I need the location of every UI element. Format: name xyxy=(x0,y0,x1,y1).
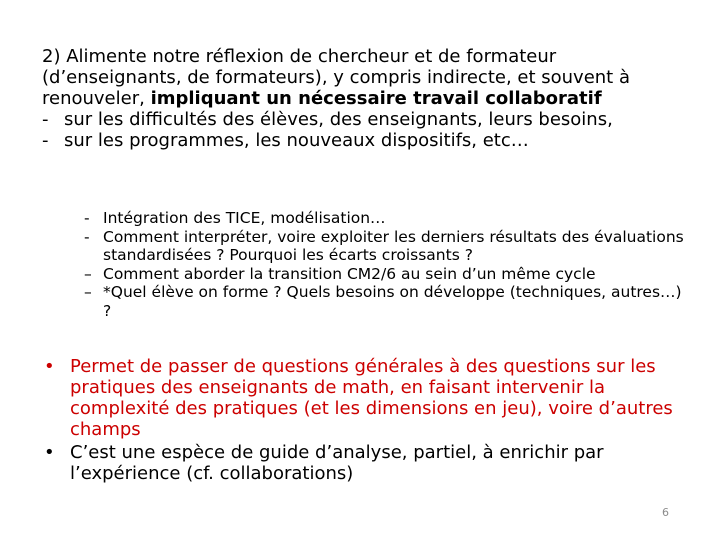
sub-item-text: *Quel élève on forme ? Quels besoins on développe (techniques, autres…) ? xyxy=(103,283,682,320)
sub-item xyxy=(84,209,684,228)
sub-marker: – xyxy=(84,264,92,283)
sub-list xyxy=(84,209,684,320)
dash-item xyxy=(42,130,682,151)
sub-marker: – xyxy=(84,283,92,301)
sub-item xyxy=(84,283,684,320)
sub-item-text: Comment aborder la transition CM2/6 au sein d’un même cycle xyxy=(103,264,596,283)
sub-item-text: Intégration des TICE, modélisation… xyxy=(103,209,386,227)
bullet-item xyxy=(44,442,684,484)
sub-marker: - xyxy=(84,209,90,227)
dash-list xyxy=(42,109,682,151)
dash-marker: - xyxy=(42,130,49,151)
intro-text: 2) Alimente notre réflexion de chercheur et de formateur (d’enseignants, de formateurs), y compris indirecte, et souvent à renouveler, xyxy=(42,46,630,109)
intro-block xyxy=(42,46,682,151)
sub-item xyxy=(84,228,684,265)
sub-item xyxy=(84,265,684,284)
bullet-marker: • xyxy=(44,356,55,377)
dash-item-text: sur les programmes, les nouveaux dispositifs, etc… xyxy=(64,130,529,151)
dash-item xyxy=(42,109,682,130)
bullet-item-text: Permet de passer de questions générales à des questions sur les pratiques des enseignants de math, en faisant intervenir la complexité des pratiques (et les dimensions en jeu), voire d’autres champs xyxy=(70,356,673,440)
intro-bold-text: impliquant un nécessaire travail collaboratif xyxy=(150,88,602,109)
bullet-item-highlighted xyxy=(44,356,684,440)
sub-marker: - xyxy=(84,227,90,246)
sub-item-text: Comment interpréter, voire exploiter les derniers résultats des évaluations standardisées ? Pourquoi les écarts croissants ? xyxy=(103,227,684,264)
dash-item-text: sur les difficultés des élèves, des enseignants, leurs besoins, xyxy=(64,109,613,130)
dash-marker: - xyxy=(42,109,49,130)
bullet-marker: • xyxy=(44,442,55,463)
bullet-item-text: C’est une espèce de guide d’analyse, partiel, à enrichir par l’expérience (cf. collaborations) xyxy=(70,442,604,484)
bullet-list xyxy=(44,356,684,484)
intro-paragraph xyxy=(42,46,682,109)
page-number: 6 xyxy=(662,506,669,519)
